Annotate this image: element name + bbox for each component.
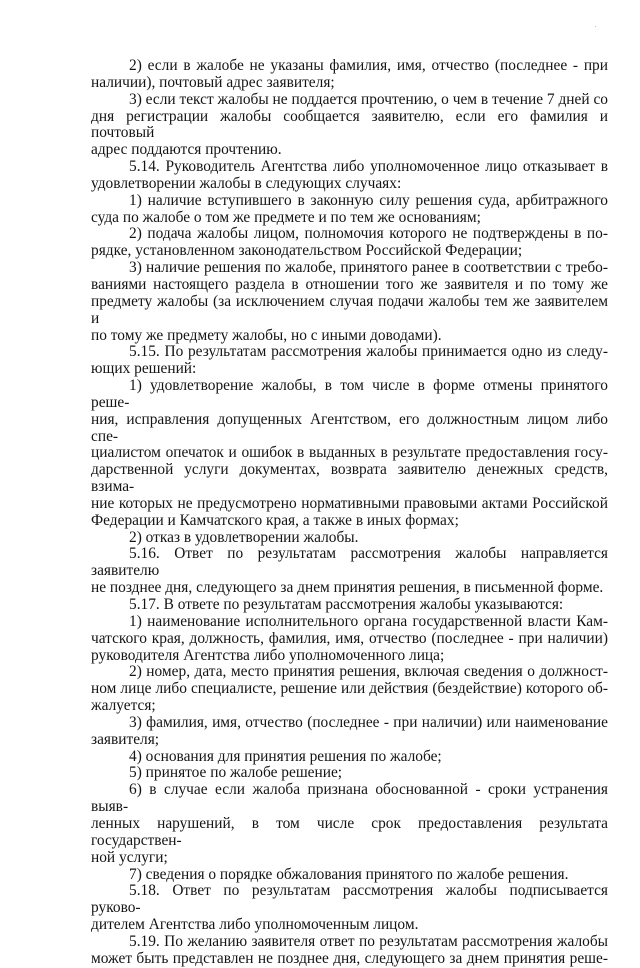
- paragraph: [91, 883, 608, 934]
- text-line: дарственной услуги документах, возврата заявителю денежных средств, взима-: [91, 461, 608, 496]
- text-line: ленных нарушений, в том числе срок предоставления результата государствен-: [91, 814, 608, 849]
- text-line: 5.16. Ответ по результатам рассмотрения жалобы направляется заявителю: [91, 545, 608, 580]
- text-line: 3) фамилия, имя, отчество (последнее - при наличии) или наименование: [129, 713, 608, 731]
- paragraph: [91, 782, 608, 866]
- text-line: жалуется;: [91, 697, 156, 715]
- paragraph: [91, 614, 608, 665]
- text-line: 7) сведения о порядке обжалования принятого по жалобе решения.: [129, 865, 569, 883]
- text-line: рядке, установленном законодательством Российской Федерации;: [91, 242, 523, 260]
- paragraph: [91, 715, 608, 749]
- text-line: 1) наличие вступившего в законную силу решения суда, арбитражного: [129, 191, 608, 209]
- text-line: может быть представлен не позднее дня, следующего за днем принятия реше-: [91, 949, 608, 967]
- paragraph: [91, 597, 608, 614]
- paragraph: [91, 749, 608, 766]
- text-line: заявителя;: [91, 730, 160, 748]
- paragraph: [91, 260, 608, 344]
- paragraph: [91, 92, 608, 159]
- text-line: Федерации и Камчатского края, а также в иных формах;: [91, 511, 459, 529]
- text-line: ние которых не предусмотрено нормативными правовыми актами Российской: [91, 494, 608, 512]
- paragraph: [91, 934, 608, 968]
- text-line: 5.19. По желанию заявителя ответ по результатам рассмотрения жалобы: [129, 932, 608, 950]
- text-line: 2) если в жалобе не указаны фамилия, имя, отчество (последнее - при: [129, 57, 608, 74]
- document-page: [91, 58, 608, 968]
- paragraph: [91, 546, 608, 597]
- paragraph: [91, 58, 608, 92]
- paragraph: [91, 226, 608, 260]
- text-line: адрес поддаются прочтению.: [91, 141, 282, 159]
- text-line: ной услуги;: [91, 848, 168, 866]
- text-line: руководителя Агентства либо уполномоченного лица;: [91, 646, 445, 664]
- text-line: суда по жалобе о том же предмете и по тем же основаниям;: [91, 208, 481, 226]
- scan-corner-mark: ·: [594, 22, 597, 31]
- text-line: 4) основания для принятия решения по жалобе;: [129, 747, 442, 765]
- text-line: удовлетворении жалобы в следующих случаях:: [91, 174, 402, 192]
- text-line: 5.15. По результатам рассмотрения жалобы принимается одно из следу-: [129, 343, 608, 361]
- text-line: 2) отказ в удовлетворении жалобы.: [129, 528, 359, 546]
- text-line: 5) принятое по жалобе решение;: [129, 764, 343, 782]
- text-line: ваниями настоящего раздела в отношении того же заявителя и по тому же: [91, 275, 608, 293]
- text-line: 6) в случае если жалоба признана обоснованной - сроки устранения выяв-: [91, 781, 608, 816]
- paragraph: [91, 867, 608, 884]
- paragraph: [91, 193, 608, 227]
- paragraph: [91, 765, 608, 782]
- paragraph: [91, 159, 608, 193]
- text-line: 5.18. Ответ по результатам рассмотрения жалобы подписывается руково-: [91, 882, 608, 917]
- paragraph: [91, 664, 608, 715]
- text-line: ния, исправления допущенных Агентством, его должностным лицом либо спе-: [91, 410, 608, 445]
- paragraph: [91, 378, 608, 530]
- text-line: ющих решений:: [91, 360, 197, 378]
- text-line: 5.14. Руководитель Агентства либо уполномоченное лицо отказывает в: [129, 158, 608, 176]
- text-line: 2) номер, дата, место принятия решения, включая сведения о должност-: [129, 663, 608, 681]
- text-line: чатского края, должность, фамилия, имя, отчество (последнее - при наличии): [91, 629, 608, 647]
- text-line: 1) наименование исполнительного органа государственной власти Кам-: [129, 612, 608, 630]
- text-line: предмету жалобы (за исключением случая подачи жалобы тем же заявителем и: [91, 292, 608, 327]
- text-line: дня регистрации жалобы сообщается заявителю, если его фамилия и почтовый: [91, 107, 608, 142]
- text-line: наличии), почтовый адрес заявителя;: [91, 73, 335, 91]
- text-line: ном лице либо специалисте, решение или действия (бездействие) которого об-: [91, 680, 608, 698]
- text-line: по тому же предмету жалобы, но с иными доводами).: [91, 326, 442, 344]
- text-line: 2) подача жалобы лицом, полномочия которого не подтверждены в по-: [129, 225, 608, 243]
- text-line: 3) если текст жалобы не поддается прочтению, о чем в течение 7 дней со: [129, 90, 608, 108]
- text-line: циалистом опечаток и ошибок в выданных в результате предоставления госу-: [91, 444, 608, 462]
- text-line: 1) удовлетворение жалобы, в том числе в форме отмены принятого реше-: [91, 377, 608, 411]
- paragraph: [91, 344, 608, 378]
- text-line: 5.17. В ответе по результатам рассмотрения жалобы указываются:: [129, 596, 564, 613]
- paragraph: [91, 530, 608, 547]
- text-line: 3) наличие решения по жалобе, принятого ранее в соответствии с требо-: [129, 259, 608, 277]
- text-line: не позднее дня, следующего за днем принятия решения, в письменной форме.: [91, 579, 604, 597]
- text-line: дителем Агентства либо уполномоченным лицом.: [91, 916, 419, 934]
